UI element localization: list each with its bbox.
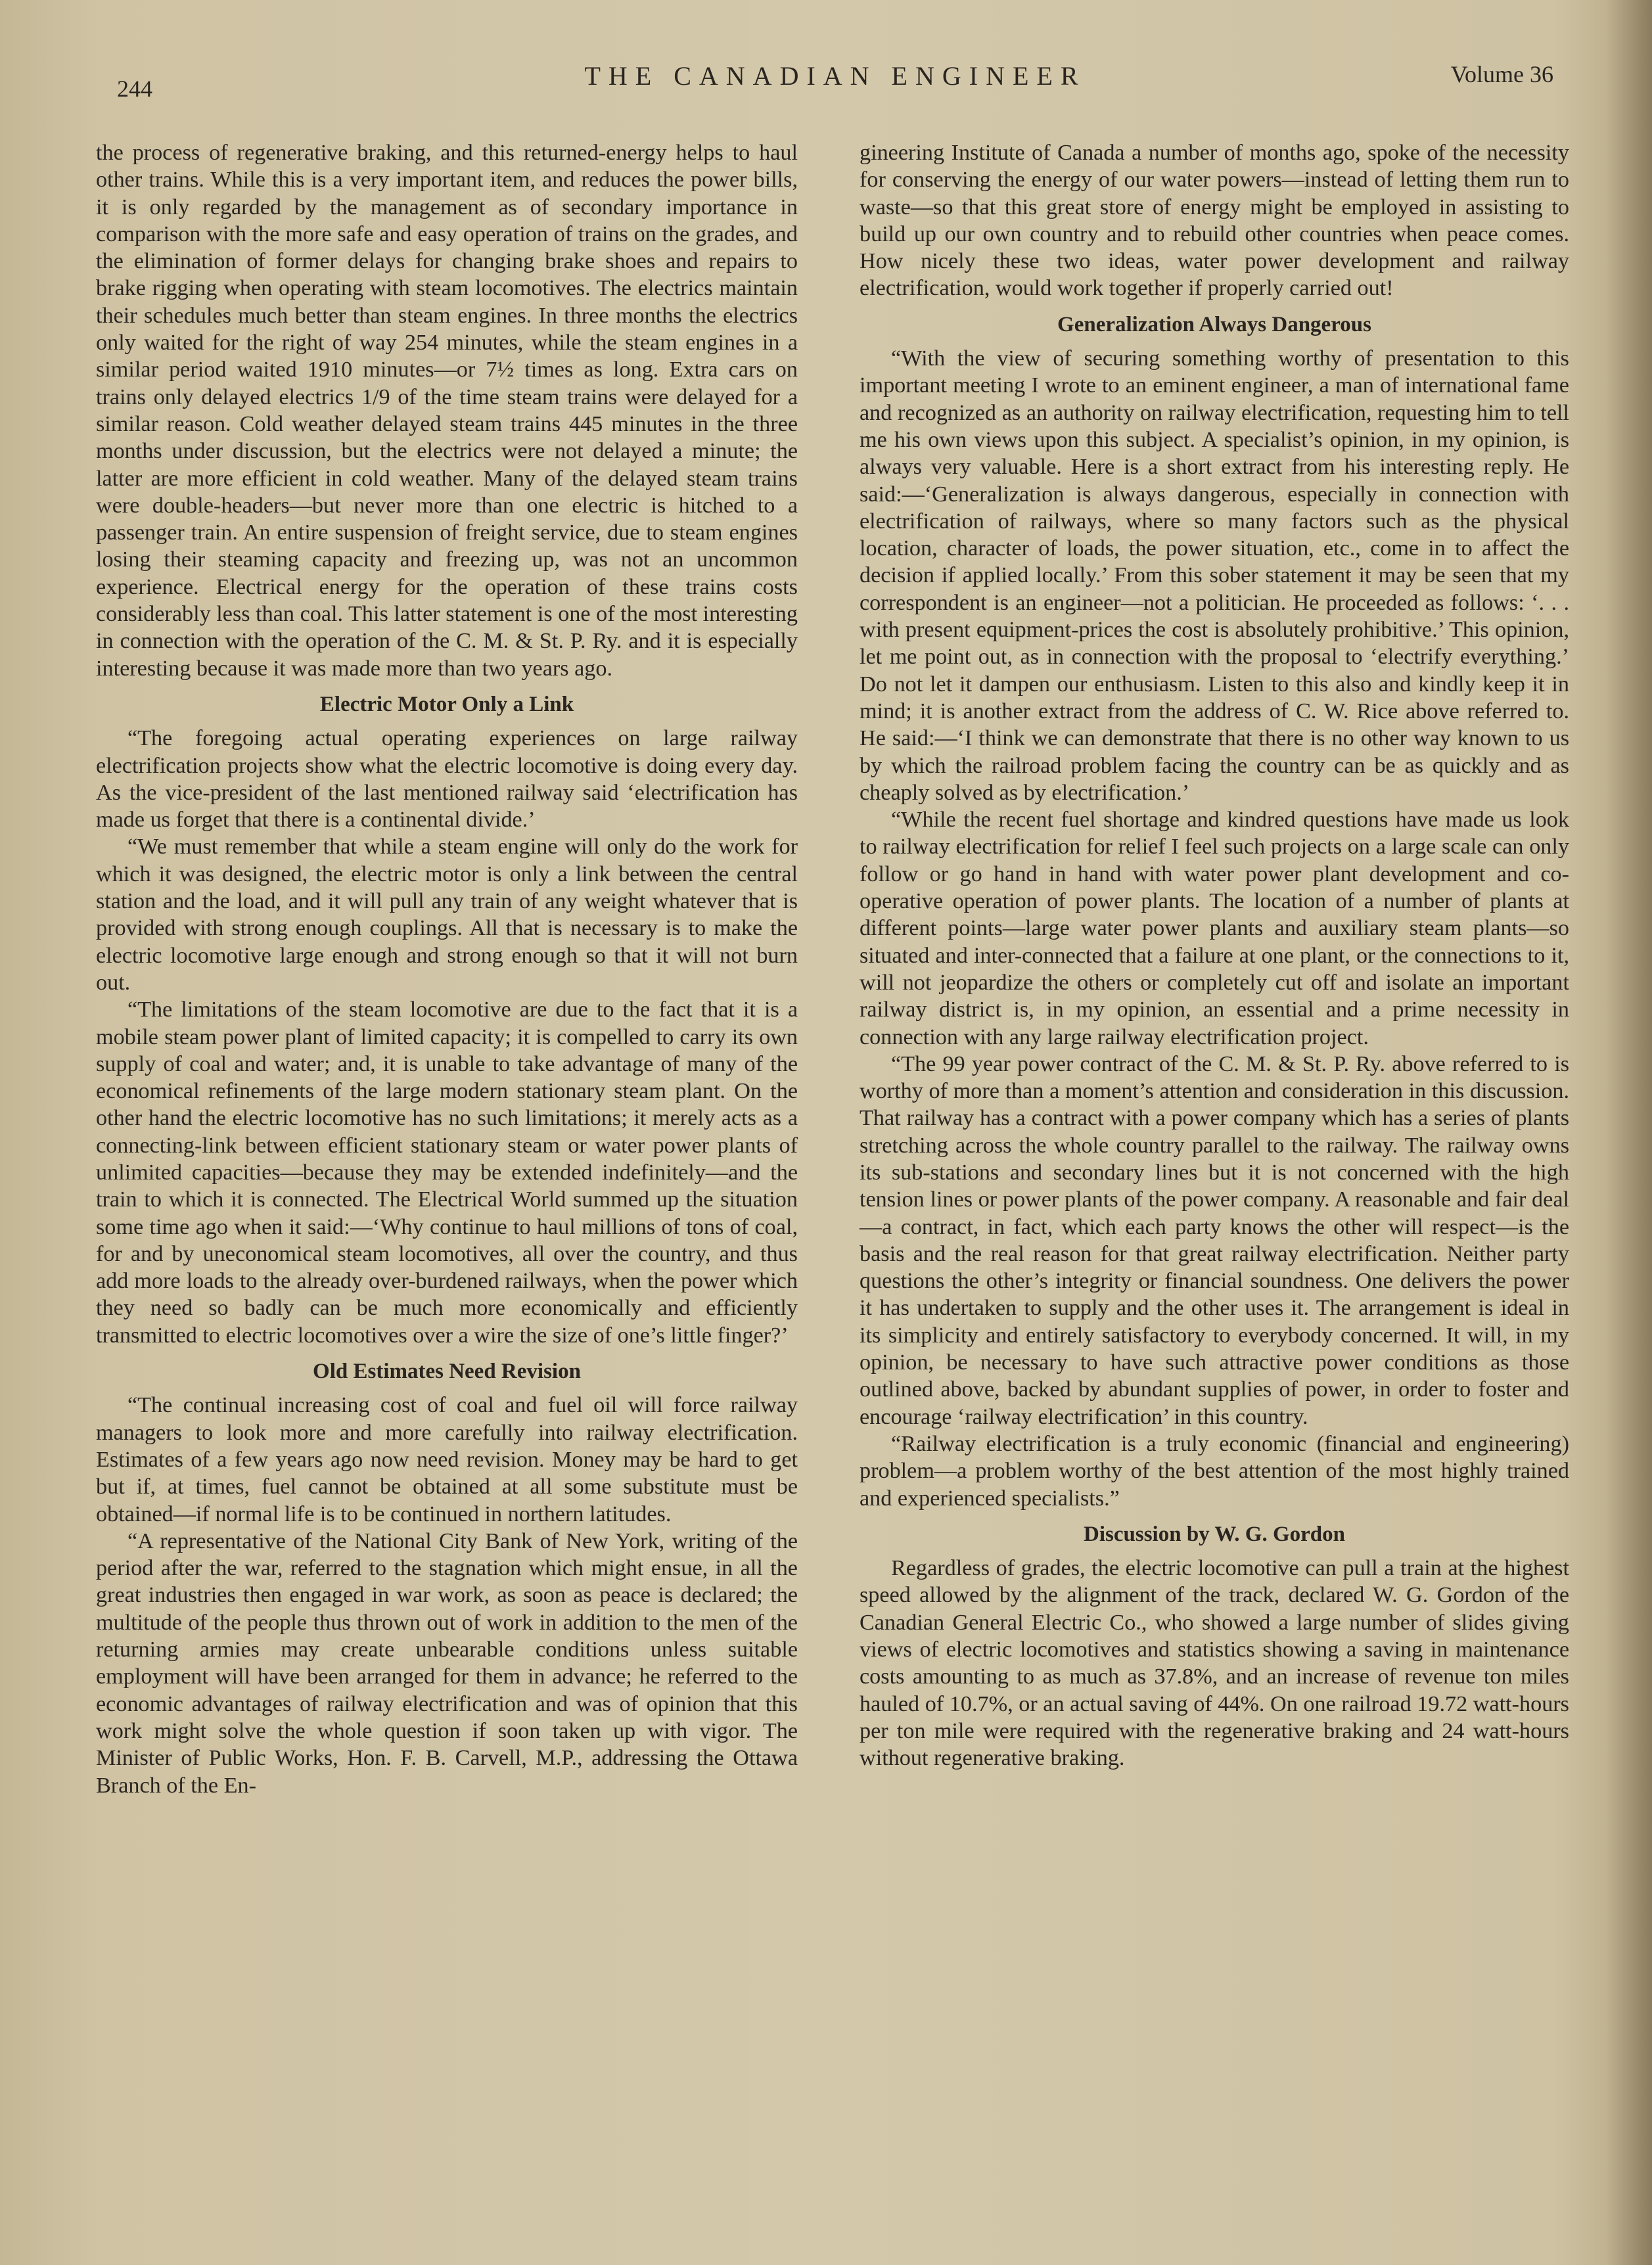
volume-label: Volume 36 <box>1450 61 1553 87</box>
paragraph: Regardless of grades, the electric locomotive can pull a train at the highest speed allowed by the alignment of the track, declared W. G. Gordon of the Canadian General Electric Co., who showed a large number of slides giving views of electric locomotives and statistics showing a saving in maintenance costs amounting to as much as 37.8%, and an increase of revenue ton miles hauled of 10.7%, or an actual saving of 44%. On one railroad 19.72 watt-hours per ton mile were required with the regenerative braking and 24 watt-hours without regenerative braking. <box>860 1556 1569 1771</box>
binding-shadow <box>1606 0 1652 2265</box>
page-number: 244 <box>117 76 152 102</box>
paragraph: “The limitations of the steam locomotive are due to the fact that it is a mobile steam power plant of limited capacity; it is compelled to carry its own supply of coal and water; and, it is unable to take advantage of many of the economical refinements of the large modern stationary steam plant. On the other hand the electric locomotive has no such limitations; it merely acts as a connecting-link between efficient stationary steam or water power plants of unlimited capacities—because they may be extended indefinitely—and the train to which it is connected. The Electrical World summed up the situation some time ago when it said:—‘Why continue to haul millions of tons of coal, for and by uneconomical steam locomotives, all over the country, and thus add more loads to the already over-burdened railways, when the power which they need so badly can be much more economically and efficiently transmitted to electric locomotives over a wire the size of one’s little finger?’ <box>96 997 798 1348</box>
running-header <box>117 60 1553 100</box>
paragraph: “The foregoing actual operating experiences on large railway electrification projects show what the electric locomotive is doing every day. As the vice-president of the last mentioned railway said ‘electrification has made us forget that there is a continental divide.’ <box>96 726 798 833</box>
paragraph: gineering Institute of Canada a number of months ago, spoke of the necessity for conserving the energy of our water powers—instead of letting them run to waste—so that this great store of energy might be employed in assisting to build up our own country and to rebuild other countries when peace comes. How nicely these two ideas, water power development and railway electrification, would work together if properly carried out! <box>860 141 1569 301</box>
right-column <box>860 139 1569 1772</box>
left-column <box>96 139 798 1799</box>
paragraph: the process of regenerative braking, and this returned-energy helps to haul other trains. While this is a very important item, and reduces the power bills, it is only regarded by the management as of secondary importance in comparison with the more safe and easy operation of trains on the grades, and the elimination of former delays for changing brake shoes and repairs to brake rigging when operating with steam locomotives. The electrics maintain their schedules much better than steam engines. In three months the electrics only waited for the right of way 254 minutes, while the steam engines in a similar period waited 1910 minutes—or 7½ times as long. Extra cars on trains only delayed electrics 1/9 of the time steam trains were delayed for a similar reason. Cold weather delayed steam trains 445 minutes in the three months under discussion, but the electrics were not delayed a minute; the latter are more efficient in cold weather. Many of the delayed steam trains were double-headers—but never more than one electric is hitched to a passenger train. An entire suspension of freight service, due to steam engines losing their steaming capacity and freezing up, was not an uncommon experience. Electrical energy for the operation of these trains costs considerably less than coal. This latter statement is one of the most interesting in connection with the operation of the C. M. & St. P. Ry. and it is especially interesting because it was made more than two years ago. <box>96 141 798 681</box>
section-heading: Electric Motor Only a Link <box>319 692 574 716</box>
journal-title: THE CANADIAN ENGINEER <box>584 61 1086 91</box>
section-heading: Generalization Always Dangerous <box>1057 312 1371 336</box>
section-heading: Old Estimates Need Revision <box>313 1360 581 1384</box>
paragraph: “A representative of the National City Bank of New York, writing of the period after the war, referred to the stagnation which might ensue, in all the great industries then engaged in war work, as soon as peace is declared; the multitude of the people thus thrown out of work in addition to the men of the returning armies may create unbearable conditions unless suitable employment will have been arranged for them in advance; he referred to the economic advantages of railway electrification and was of opinion that this work might solve the whole question if soon taken up with vigor. The Minister of Public Works, Hon. F. B. Carvell, M.P., addressing the Ottawa Branch of the En- <box>96 1528 798 1798</box>
paragraph: “We must remember that while a steam engine will only do the work for which it was designed, the electric motor is only a link between the central station and the load, and it will pull any train of any weight whatever that is provided with strong enough couplings. All that is necessary is to make the electric locomotive large enough and strong enough so that it will not burn out. <box>96 835 798 995</box>
paragraph: “The continual increasing cost of coal and fuel oil will force railway managers to look more and more carefully into railway electrification. Estimates of a few years ago now need revision. Money may be hard to get but if, at times, fuel cannot be obtained at all some substitute must be obtained—if normal life is to be continued in northern latitudes. <box>96 1393 798 1526</box>
paragraph: “The 99 year power contract of the C. M. & St. P. Ry. above referred to is worthy of more than a moment’s attention and consideration in this discussion. That railway has a contract with a power company which has a series of plants stretching across the whole country parallel to the railway. The railway owns its sub-stations and secondary lines but it is not concerned with the high tension lines or power plants of the power company. A reasonable and fair deal—a contract, in fact, which each party knows the other will respect—is the basis and the real reason for that great railway electrification. Neither party questions the other’s integrity or financial soundness. One delivers the power it has undertaken to supply and the other uses it. The arrangement is ideal in its simplicity and entirely satisfactory to everybody concerned. It will, in my opinion, be necessary to have such attractive power conditions as those outlined above, backed by abundant supplies of power, in order to foster and encourage ‘railway electrification’ in this country. <box>860 1051 1569 1429</box>
section-heading: Discussion by W. G. Gordon <box>1084 1522 1345 1546</box>
paragraph: “While the recent fuel shortage and kindred questions have made us look to railway electrification for relief I feel such projects on a large scale can only follow or go hand in hand with water power plant development and co-operative operation of power plants. The location of a number of plants at different points—large water power plants and auxiliary steam plants—so situated and inter-connected that a failure at one plant, or the connections to it, will not jeopardize the others or completely cut off and isolate an important railway district is, in my opinion, an essential and a prime necessity in connection with any large railway electrification project. <box>860 808 1569 1049</box>
paragraph: “Railway electrification is a truly economic (financial and engineering) problem—a problem worthy of the best attention of the most highly trained and experienced specialists.” <box>860 1431 1569 1511</box>
paragraph: “With the view of securing something worthy of presentation to this important meeting I wrote to an eminent engineer, a man of international fame and recognized as an authority on railway electrification, requesting him to tell me his own views upon this subject. A specialist’s opinion, in my opinion, is always very valuable. Here is a short extract from his interesting reply. He said:—‘Generalization is always dangerous, especially in connection with electrification of railways, where so many factors such as the physical location, character of loads, the power situation, etc., come in to affect the decision if applied locally.’ From this sober statement it may be seen that my correspondent is an engineer—not a politician. He proceeded as follows: ‘. . . with present equipment-prices the cost is absolutely prohibitive.’ This opinion, let me point out, as in connection with the proposal to ‘electrify everything.’ Do not let it dampen our enthusiasm. Listen to this also and kindly keep it in mind; it is another extract from the address of C. W. Rice above referred to. He said:—‘I think we can demonstrate that there is no other way known to us by which the railroad problem facing the country can be as quickly and as cheaply solved as by electrification.’ <box>860 346 1569 805</box>
